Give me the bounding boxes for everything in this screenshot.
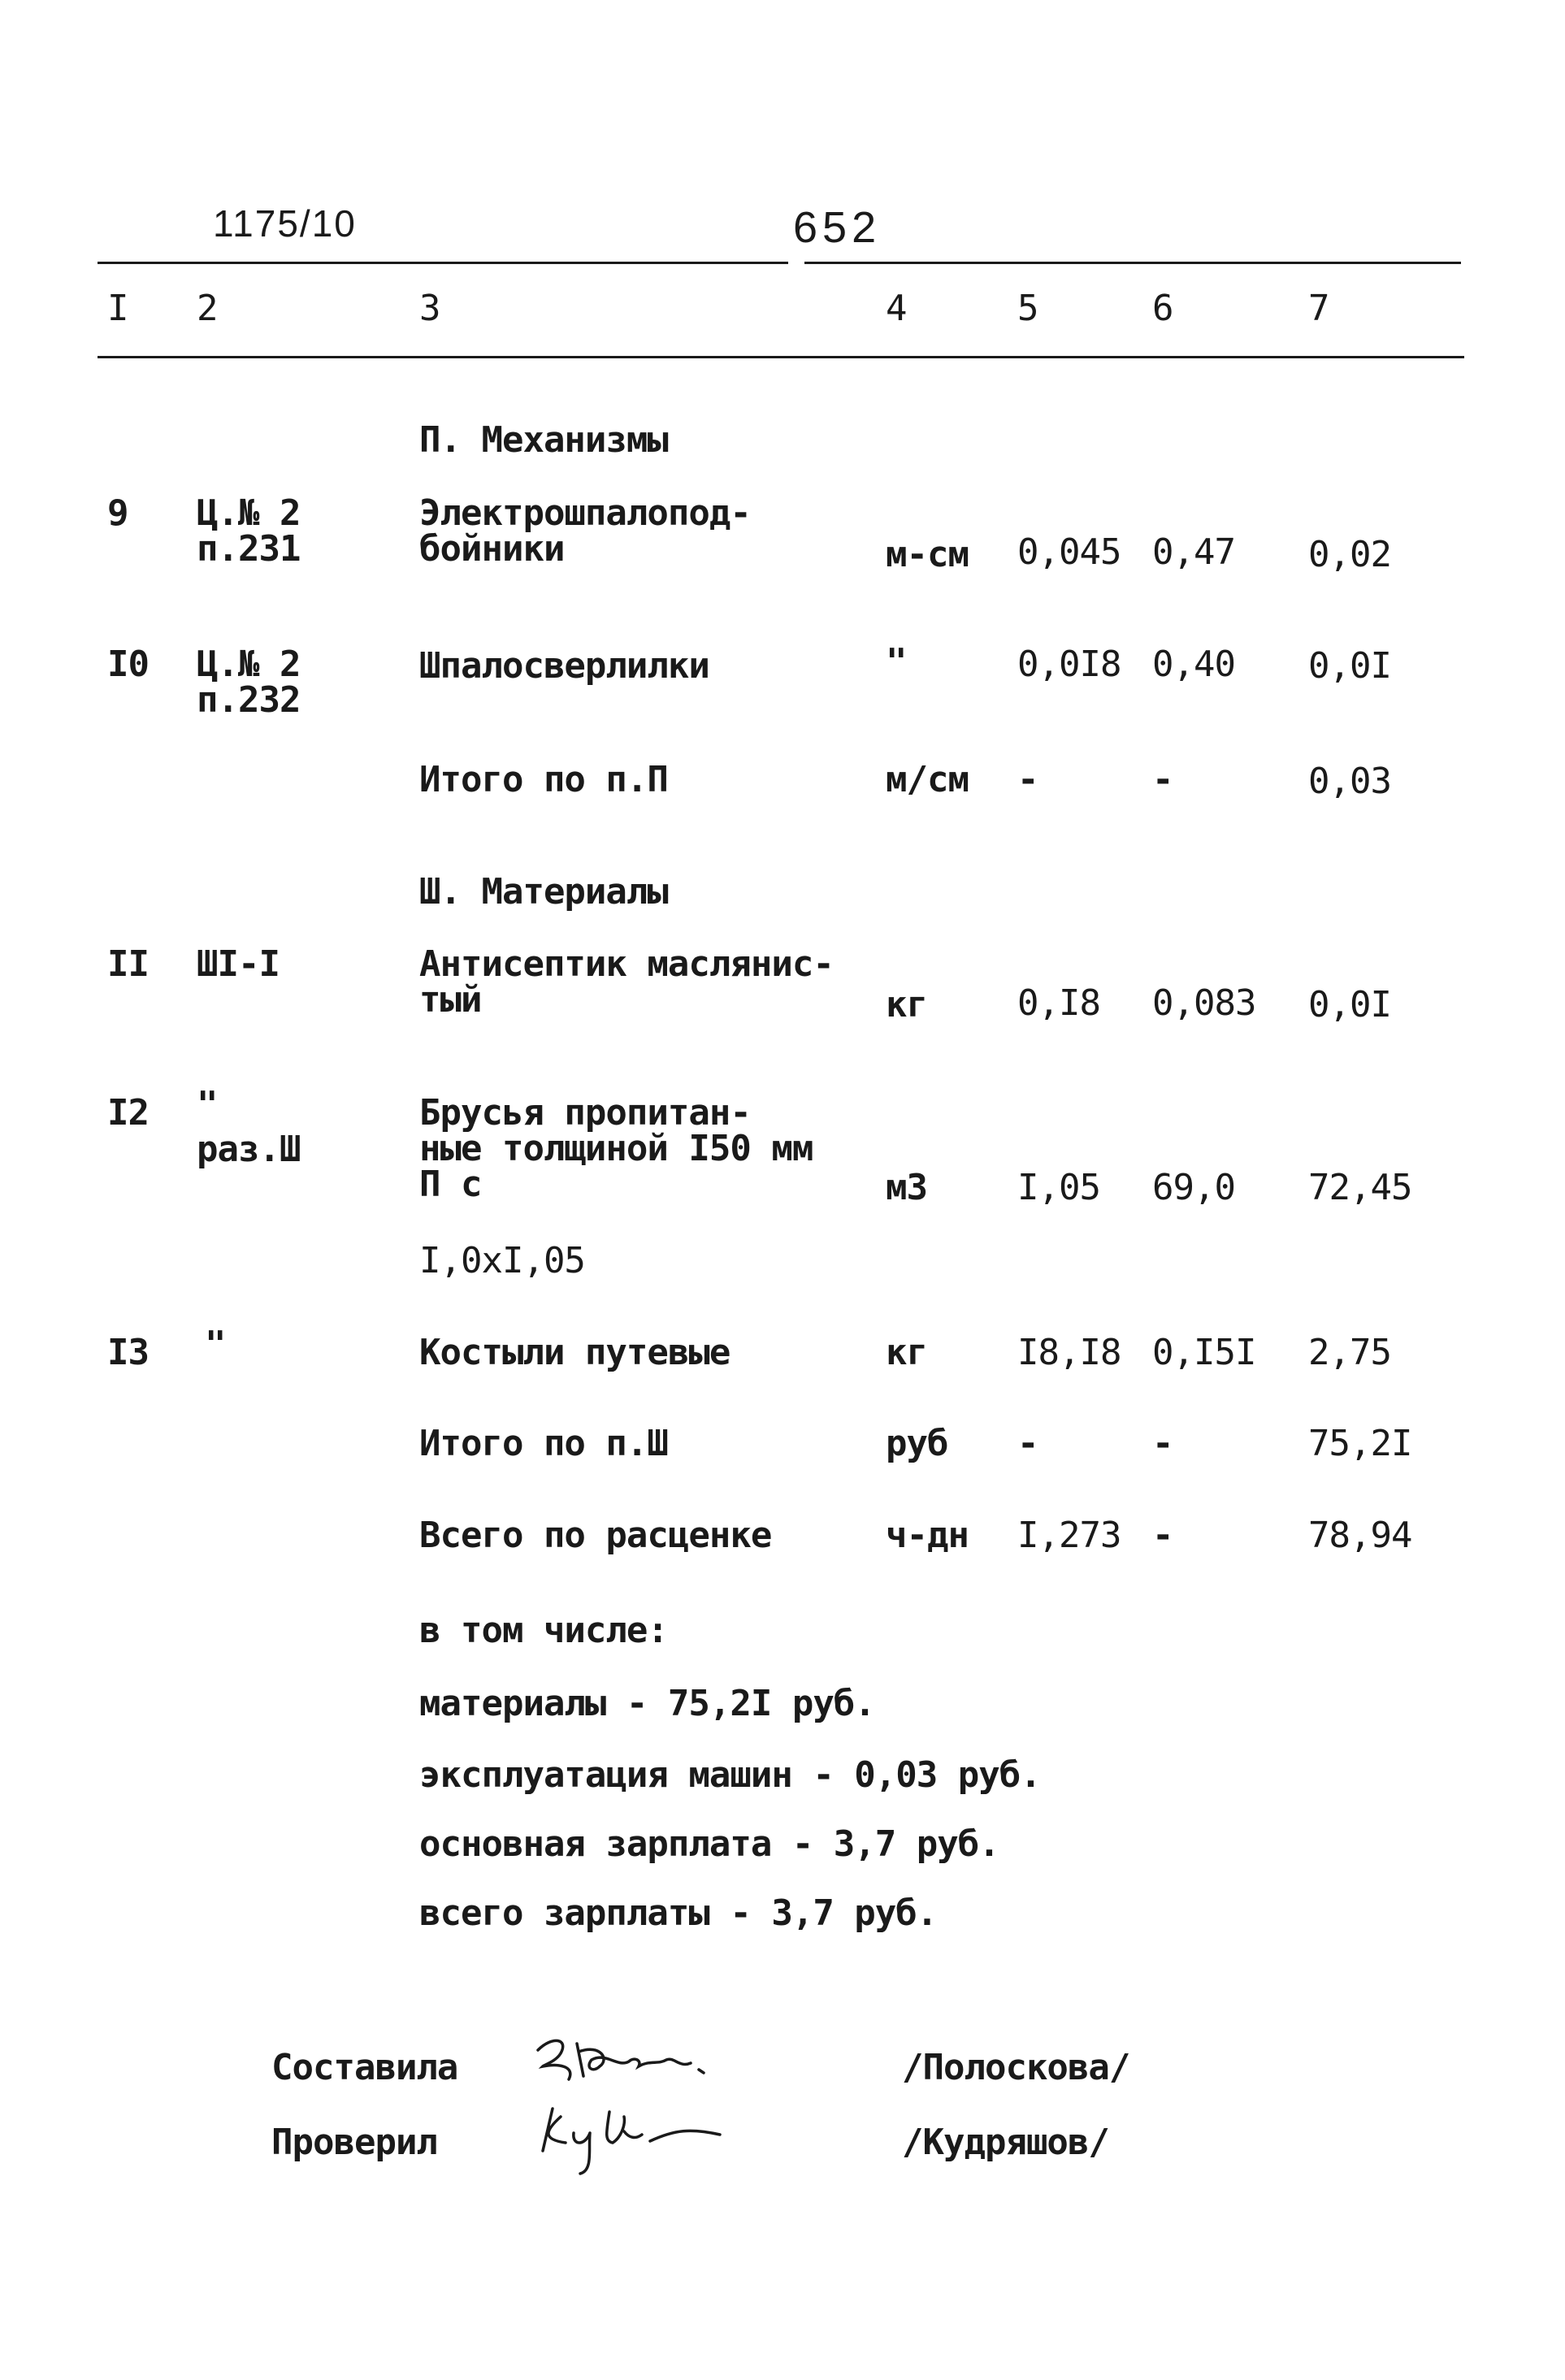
- item-name: Антисептик маслянис-: [419, 943, 834, 985]
- row-number: I2: [107, 1092, 149, 1134]
- norm-code: Ц.№ 2: [197, 644, 301, 685]
- norm-code: п.231: [197, 528, 301, 570]
- unit: кг: [886, 1332, 927, 1373]
- norm-code: ШI-I: [197, 943, 280, 985]
- unit: кг: [886, 984, 927, 1025]
- summary-heading: в том числе:: [419, 1610, 668, 1651]
- item-name: ные толщиной I50 мм: [419, 1128, 813, 1169]
- norm-code: ": [205, 1324, 226, 1365]
- item-name: бойники: [419, 528, 565, 570]
- norm-code: раз.Ш: [197, 1129, 301, 1170]
- col-header-7: 7: [1308, 288, 1329, 329]
- unit: м-см: [886, 534, 969, 575]
- row-number: 9: [107, 492, 128, 534]
- total: 78,94: [1308, 1515, 1412, 1556]
- unit-price: 0,40: [1152, 644, 1235, 685]
- col-header-1: I: [107, 288, 128, 329]
- unit-price: 69,0: [1152, 1167, 1235, 1208]
- item-name: тый: [419, 979, 482, 1021]
- quantity: 0,0I8: [1017, 644, 1121, 685]
- compiled-signature: [528, 2027, 772, 2096]
- col-header-5: 5: [1017, 288, 1038, 329]
- quantity: 0,I8: [1017, 982, 1100, 1024]
- total: 72,45: [1308, 1167, 1412, 1208]
- total: 0,03: [1308, 761, 1391, 802]
- checked-by-label: Проверил: [271, 2122, 437, 2163]
- item-name: Костыли путевые: [419, 1332, 730, 1373]
- summary-line: материалы - 75,2I руб.: [419, 1683, 875, 1724]
- quantity: I,05: [1017, 1167, 1100, 1208]
- compiled-by-name: /Полоскова/: [902, 2047, 1130, 2088]
- norm-code: Ц.№ 2: [197, 492, 301, 534]
- unit: ": [886, 641, 907, 683]
- unit: руб: [886, 1423, 948, 1464]
- total: 0,02: [1308, 534, 1391, 575]
- document-code: 1175/10: [213, 202, 357, 245]
- unit-price: -: [1152, 759, 1173, 800]
- unit-price: 0,083: [1152, 982, 1256, 1024]
- row-number: I3: [107, 1332, 149, 1373]
- quantity: I8,I8: [1017, 1332, 1121, 1373]
- checked-by-name: /Кудряшов/: [902, 2122, 1109, 2163]
- section-title-mechanisms: П. Механизмы: [419, 419, 668, 461]
- summary-line: основная зарплата - 3,7 руб.: [419, 1823, 999, 1865]
- quantity: I,273: [1017, 1515, 1121, 1556]
- total: 2,75: [1308, 1332, 1391, 1373]
- summary-line: эксплуатация машин - 0,03 руб.: [419, 1754, 1041, 1796]
- quantity: 0,045: [1017, 531, 1121, 573]
- col-header-6: 6: [1152, 288, 1173, 329]
- section-title-materials: Ш. Материалы: [419, 871, 668, 913]
- unit-price: -: [1152, 1423, 1173, 1464]
- item-name: Шпалосверлилки: [419, 645, 709, 687]
- total: 75,2I: [1308, 1423, 1412, 1464]
- row-number: I0: [107, 644, 149, 685]
- item-name: П с: [419, 1164, 482, 1205]
- header-rule-left: [98, 262, 788, 264]
- item-name: Итого по п.Ш: [419, 1423, 668, 1464]
- total: 0,0I: [1308, 984, 1391, 1025]
- summary-line: всего зарплаты - 3,7 руб.: [419, 1892, 938, 1934]
- unit-price: 0,I5I: [1152, 1332, 1256, 1373]
- page-number: 652: [793, 203, 882, 252]
- total: 0,0I: [1308, 645, 1391, 687]
- item-name: Электрошпалопод-: [419, 492, 751, 534]
- col-header-2: 2: [197, 288, 218, 329]
- item-name: Брусья пропитан-: [419, 1092, 751, 1134]
- unit-price: 0,47: [1152, 531, 1235, 573]
- header-rule-right: [804, 262, 1461, 264]
- col-header-4: 4: [886, 288, 907, 329]
- unit: м/см: [886, 759, 969, 800]
- column-header-rule: [98, 356, 1464, 358]
- quantity: -: [1017, 1423, 1038, 1464]
- row-number: II: [107, 943, 149, 985]
- col-header-3: 3: [419, 288, 440, 329]
- unit: м3: [886, 1167, 927, 1208]
- unit-price: -: [1152, 1515, 1173, 1556]
- unit: ч-дн: [886, 1515, 969, 1556]
- norm-code: ": [197, 1084, 218, 1125]
- norm-code: п.232: [197, 679, 301, 721]
- compiled-by-label: Составила: [271, 2047, 458, 2088]
- item-name: Итого по п.П: [419, 759, 668, 800]
- checked-signature: [528, 2092, 756, 2185]
- item-name: Всего по расценке: [419, 1515, 772, 1556]
- coefficient-formula: I,0xI,05: [419, 1240, 585, 1281]
- quantity: -: [1017, 759, 1038, 800]
